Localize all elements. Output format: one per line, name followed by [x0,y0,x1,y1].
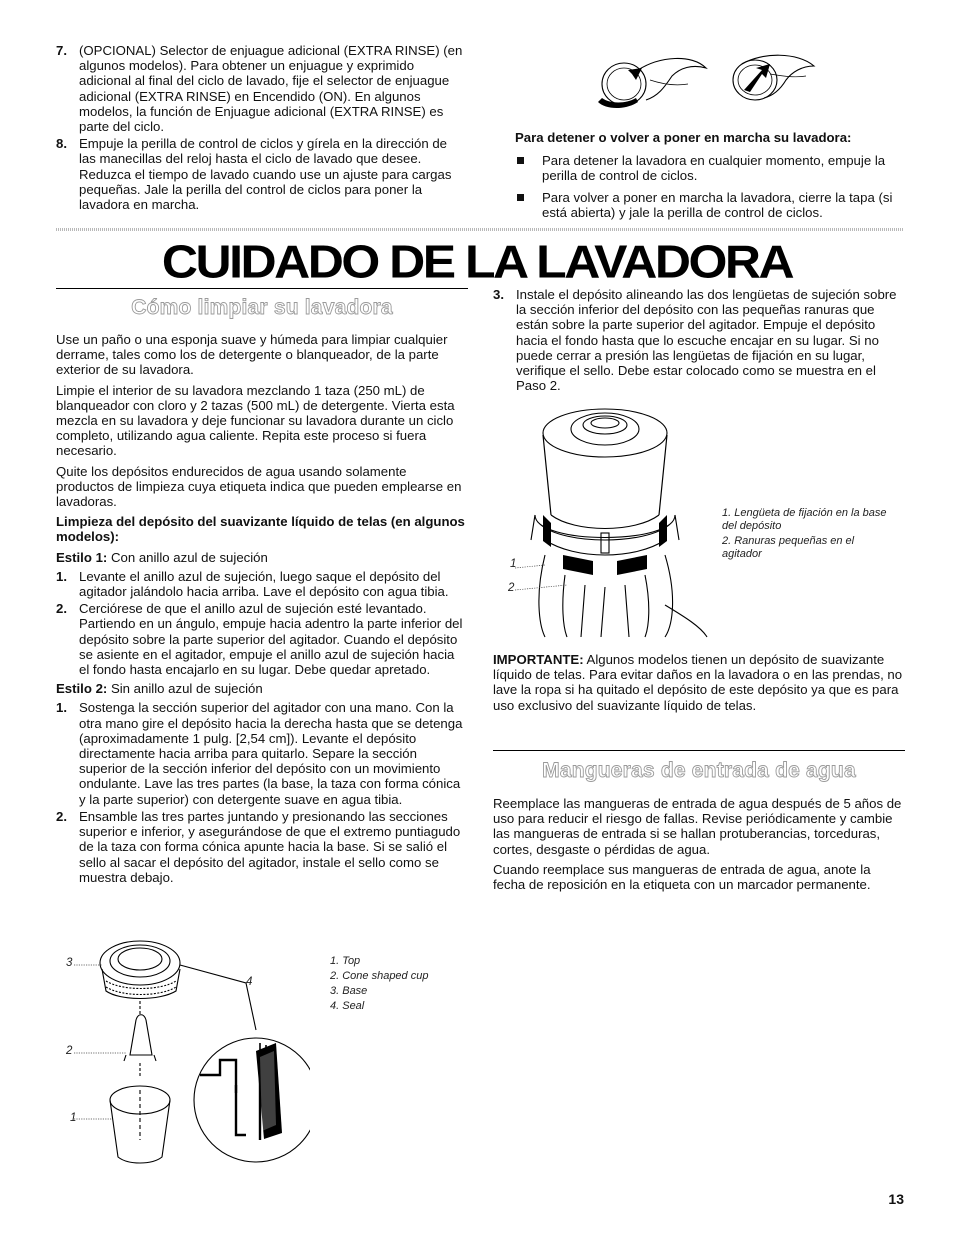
caption-item: 2. Ranuras pequeñas en el agitador [722,535,855,560]
restart-heading: Para detener o volver a poner en marcha su lavadora: [515,130,852,145]
caption-item: 2. Cone shaped cup [330,970,429,982]
list-item: 2. Ensamble las tres partes juntando y presionando las secciones superior e inferior, y asegurándose de que el extremo puntiagudo de la taza con forma cónica apunte hacia la base. Si se salió el sello al sacar el depósito del agitador, instale el sello como se muestra debajo. [56,808,461,885]
caption-item: 3. Base [330,985,368,997]
section-title-cleaning: Cómo limpiar su lavadora [131,296,393,319]
caption-item: 1. Top [330,955,361,967]
section-divider [56,228,904,231]
list-item: 7. (OPCIONAL) Selector de enjuague adicional (EXTRA RINSE) (en algunos modelos). Para obtener un enjuague y exprimido adicional al final del ciclo de lavado, fije el selector de enjuague adicional (EXTRA RINSE) en Encendido (ON). En algunos modelos, la función de Enjuague adicional (EXTRA RINSE) es parte del ciclo. [56,43,463,135]
bullet-icon [517,194,524,201]
agitator-caption [722,507,892,563]
paragraph: Quite los depósitos endurecidos de agua usando solamente productos de limpieza cuya etiqueta indica que pueden emplearse en lavadoras. [56,463,462,510]
parts-caption [330,955,490,1015]
list-item: Para volver a poner en marcha la lavadora, cierre la tapa (si está abierta) y jale la perilla de control de ciclos. [515,190,905,220]
top-left-steps [56,43,466,214]
callout-label: 1 [70,1112,77,1124]
style2-label: Estilo 2: Sin anillo azul de sujeción [56,681,263,697]
callout-label: 1 [510,558,517,570]
dispenser-heading: Limpieza del depósito del suavizante líquido de telas (en algunos modelos): [56,514,465,545]
list-item: 2. Cerciórese de que el anillo azul de sujeción esté levantado. Partiendo en un ángulo, empuje hacia adentro la parte inferior del depósito sobre la parte superior del agitador. Cuando el depósito se asiente en el agitador, empuje el anillo azul de sujeción hacia el fondo hasta encajarlo en su lugar. Debe quedar apretado. [56,601,463,678]
section-title-hoses: Mangueras de entrada de agua [542,759,856,782]
style1-label: Estilo 1: Con anillo azul de sujeción [56,549,268,565]
hoses-content [493,796,905,897]
callout-label: 2 [66,1045,73,1057]
page-number: 13 [888,1191,904,1207]
list-item: 8. Empuje la perilla de control de ciclos y gírela en la dirección de las manecillas del reloj hasta el ciclo de lavado que desee. Reduzca el tiempo de lavado cuando use un ajuste para cargas pequeñas. Jale la perilla del control de ciclos para poner la lavadora en marcha. [56,136,452,213]
page-title: CUIDADO DE LA LAVADORA [161,236,793,288]
caption-item: 1. Lengüeta de fijación en la base del depósito [722,507,887,532]
caption-item: 4. Seal [330,1000,365,1012]
install-step [493,287,905,395]
knob-hand-illustration [580,44,830,112]
callout-label: 2 [508,582,515,594]
list-item: 1. Levante el anillo azul de sujeción, luego saque el depósito del agitador jalándolo hacia arriba. Lave el depósito con agua tibia. [56,568,449,600]
paragraph: Reemplace las mangueras de entrada de agua después de 5 años de uso para reducir el riesgo de fallas. Revise periódicamente y cambie las mangueras de entrada si se hallan protuberancias, torceduras, cortes, desgaste o pérdidas de agua. [493,796,902,857]
restart-section [515,130,905,226]
cleaning-content [56,332,468,887]
callout-label: 3 [66,957,73,969]
paragraph: Cuando reemplace sus mangueras de entrada de agua, anote la fecha de reposición en la etiqueta con un marcador permanente. [493,861,871,893]
dispenser-agitator-illustration [505,405,715,640]
section-rule [56,288,468,289]
callout-label: 4 [246,976,253,988]
list-item: Para detener la lavadora en cualquier momento, empuje la perilla de control de ciclos. [515,153,905,183]
section-rule [493,750,905,751]
list-item: 1. Sostenga la sección superior del agitador con una mano. Con la otra mano gire el depósito hacia la derecha hasta que se detenga (aproximadamente 1 pulg. [2,54 cm]). Levante el depósito directamente hacia arriba para quitarlo. Separe la sección superior de la sección inferior del depósito con un movimiento ondulante. Lave las tres partes (la base, la taza con forma cónica y la parte superior) con detergente suave en agua tibia. [56,700,463,807]
important-note: IMPORTANTE: Algunos modelos tienen un depósito de suavizante líquido de telas. Para evitar daños en la lavadora o en las prendas, no lave la ropa si ha quitado el depósito de este depósito ya que es para uso exclusivo del suavizante líquido de telas. [493,652,903,713]
paragraph: Limpie el interior de su lavadora mezclando 1 taza (250 mL) de blanqueador con cloro y 2 tazas (500 mL) de detergente. Vierta esta mezcla en su lavadora y deje funcionar su lavadora durante un ciclo completo, utilizando agua caliente. Repita este proceso si fuera necesario. [56,382,455,459]
bullet-icon [517,157,524,164]
paragraph: Use un paño o una esponja suave y húmeda para limpiar cualquier derrame, tales como los de detergente o blanqueador, de la parte exterior de su lavadora. [56,332,448,378]
dispenser-parts-illustration [60,925,310,1185]
list-item: 3. Instale el depósito alineando las dos lengüetas de sujeción sobre la sección inferior del depósito con las pequeñas ranuras que están sobre la parte superior del agitador. Empuje el depósito hacia el fondo hasta que lo escuche encajar en su lugar. Si no puede cerrar a presión las lengüetas de fijación en su lugar, verifique el sello. Debe estar colocado como se muestra en el Paso 2. [493,287,897,394]
